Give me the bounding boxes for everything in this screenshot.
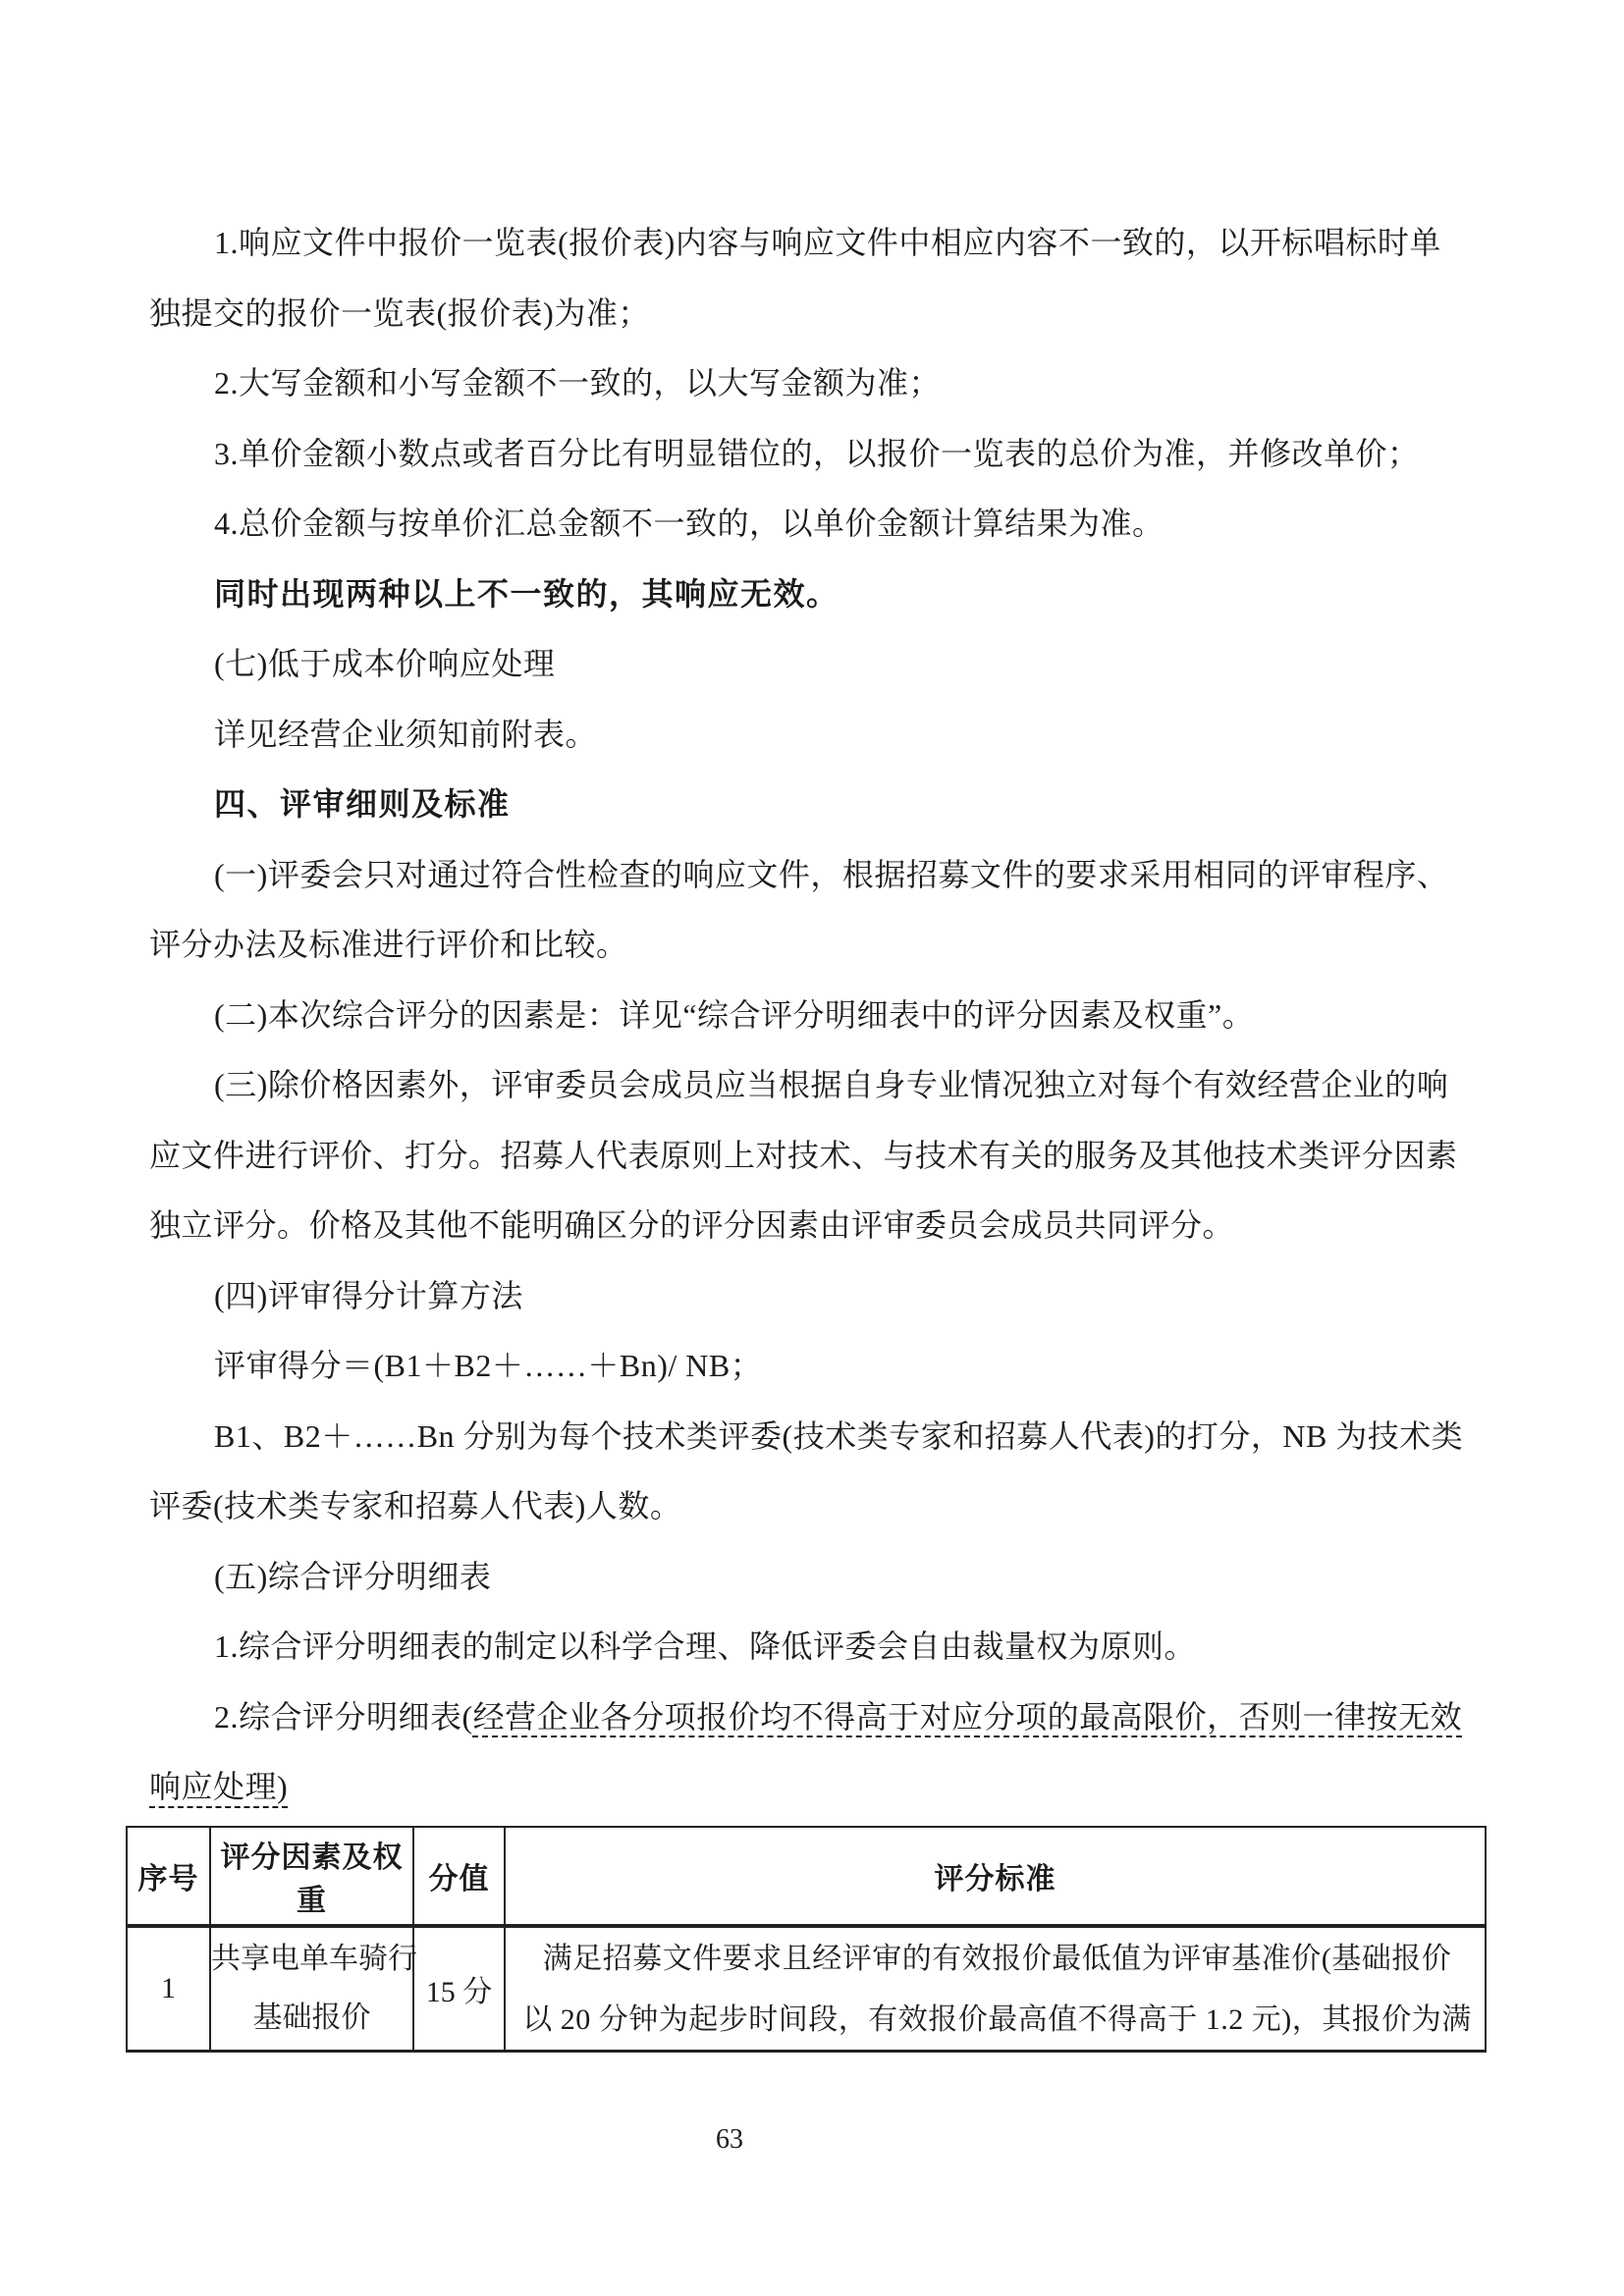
text-line xyxy=(149,560,1504,630)
text-line xyxy=(149,1471,1504,1542)
text-segment: (七)低于成本价响应处理 xyxy=(214,646,556,681)
text-line xyxy=(149,1682,1504,1753)
text-line xyxy=(149,981,1504,1051)
table-header-cell: 序号 xyxy=(127,1827,210,1926)
text-line xyxy=(149,489,1504,560)
text-line xyxy=(149,910,1504,981)
body-text xyxy=(149,208,1504,1823)
text-segment: 1.综合评分明细表的制定以科学合理、降低评委会自由裁量权为原则。 xyxy=(214,1629,1197,1664)
text-segment: 评分办法及标准进行评价和比较。 xyxy=(149,927,628,962)
underlined-text: 响应处理) xyxy=(149,1769,289,1804)
text-segment: 四、评审细则及标准 xyxy=(214,786,511,822)
factor-cell xyxy=(210,1926,417,2052)
text-line xyxy=(149,348,1504,419)
underlined-text: 经营企业各分项报价均不得高于对应分项的最高限价，否则一律按无效 xyxy=(472,1698,1463,1735)
text-line xyxy=(149,208,1504,279)
text-segment: 3.单价金额小数点或者百分比有明显错位的，以报价一览表的总价为准，并修改单价； xyxy=(214,435,1420,471)
factor-line: 共享电单车骑行 xyxy=(211,1943,417,1975)
table-header-row xyxy=(127,1827,1486,1926)
text-segment: B1、B2＋……Bn 分别为每个技术类评委(技术类专家和招募人代表)的打分，NB 为技术类 xyxy=(214,1417,1464,1454)
text-segment: 2.大写金额和小写金额不一致的，以大写金额为准； xyxy=(214,365,942,400)
table-header-cell: 分值 xyxy=(413,1827,505,1926)
text-line xyxy=(149,1402,1504,1472)
text-segment: (二)本次综合评分的因素是：详见“综合评分明细表中的评分因素及权重”。 xyxy=(214,996,1255,1033)
text-segment: 4.总价金额与按单价汇总金额不一致的，以单价金额计算结果为准。 xyxy=(214,506,1164,541)
text-segment: 评委(技术类专家和招募人代表)人数。 xyxy=(149,1488,682,1523)
text-line xyxy=(149,770,1504,840)
score-cell: 15 分 xyxy=(413,1926,505,2052)
text-segment: 详见经营企业须知前附表。 xyxy=(214,716,598,752)
text-line xyxy=(149,700,1504,771)
text-segment: (四)评审得分计算方法 xyxy=(214,1277,523,1313)
text-line xyxy=(149,1542,1504,1613)
text-segment: 应文件进行评价、打分。招募人代表原则上对技术、与技术有关的服务及其他技术类评分因素 xyxy=(149,1137,1458,1173)
text-segment: (三)除价格因素外，评审委员会成员应当根据自身专业情况独立对每个有效经营企业的响 xyxy=(214,1067,1449,1102)
criteria-line: 满足招募文件要求且经评审的有效报价最低值为评审基准价(基础报价 xyxy=(542,1943,1452,1975)
text-segment: 评审得分＝(B1＋B2＋……＋Bn)/ NB； xyxy=(214,1348,763,1383)
text-segment: 独立评分。价格及其他不能明确区分的评分因素由评审委员会成员共同评分。 xyxy=(149,1207,1235,1243)
text-segment: (五)综合评分明细表 xyxy=(214,1558,492,1594)
text-segment: (一)评委会只对通过符合性检查的响应文件，根据招募文件的要求采用相同的评审程序、 xyxy=(214,856,1449,892)
text-line xyxy=(149,1261,1504,1332)
text-segment: 独提交的报价一览表(报价表)为准； xyxy=(149,294,650,331)
text-line xyxy=(149,1121,1504,1192)
table-header-cell: 评分标准 xyxy=(505,1827,1486,1926)
text-segment: 2.综合评分明细表( xyxy=(214,1698,473,1735)
text-line xyxy=(149,840,1504,911)
text-line xyxy=(149,419,1504,490)
scoring-table xyxy=(126,1826,1487,2053)
text-line xyxy=(149,1752,1504,1823)
table-row xyxy=(127,1926,1486,2052)
table-header-cell: 评分因素及权重 xyxy=(210,1827,413,1926)
text-line xyxy=(149,1191,1504,1261)
text-segment: 同时出现两种以上不一致的，其响应无效。 xyxy=(214,575,839,612)
text-line xyxy=(149,1050,1504,1121)
text-line xyxy=(149,1331,1504,1402)
criteria-line: 以 20 分钟为起步时间段，有效报价最高值不得高于 1.2 元)，其报价为满 xyxy=(522,2003,1472,2036)
text-line xyxy=(149,629,1504,700)
text-segment: 1.响应文件中报价一览表(报价表)内容与响应文件中相应内容不一致的，以开标唱标时单 xyxy=(214,225,1441,260)
criteria-cell xyxy=(505,1926,1486,2052)
page-number: 63 xyxy=(716,2124,743,2155)
text-line xyxy=(149,279,1504,349)
text-line xyxy=(149,1612,1504,1682)
seq-cell: 1 xyxy=(127,1926,210,2052)
factor-line: 基础报价 xyxy=(252,2002,371,2034)
